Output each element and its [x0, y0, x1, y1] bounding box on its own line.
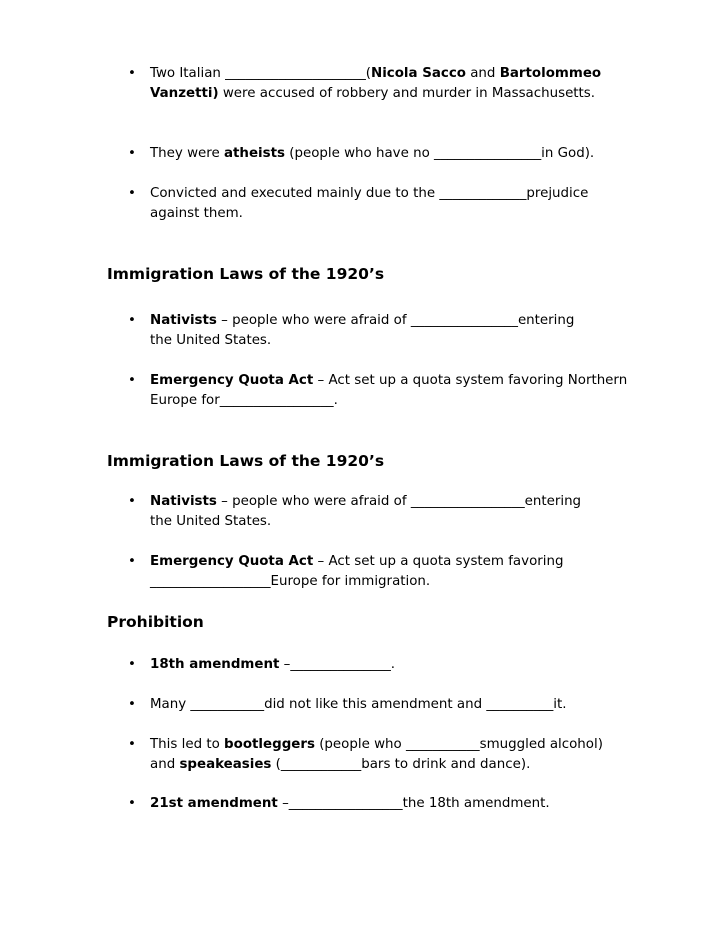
bullet-dot: •	[128, 373, 136, 388]
led-intro: This led to	[150, 737, 225, 752]
bootleggers-term: bootleggers	[224, 737, 315, 752]
led-and: and	[150, 757, 180, 772]
atheists-intro: They were	[150, 146, 224, 161]
bullet-bootleggers	[128, 735, 622, 775]
section2-nativists	[128, 492, 622, 532]
amendment21-rest: –_________________the 18th amendment.	[277, 796, 550, 811]
bullet-convicted	[128, 184, 622, 224]
name-sacco: Nicola Sacco	[370, 66, 466, 81]
bullet-21st-amendment	[128, 794, 622, 814]
led-rest: (____________bars to drink and dance).	[271, 757, 531, 772]
section1-quota	[128, 371, 628, 411]
bullet-dot: •	[128, 657, 136, 672]
nativists-term: Nativists	[150, 494, 217, 509]
bullet-atheists	[128, 144, 622, 164]
sacco-rest: were accused of robbery and murder in Massachusetts.	[218, 86, 596, 101]
bullet-dot: •	[128, 737, 136, 752]
bullet-dot: •	[128, 554, 136, 569]
name-vanzetti: Bartolommeo Vanzetti)	[150, 66, 602, 101]
quota-term: Emergency Quota Act	[150, 554, 314, 569]
nativists-term: Nativists	[150, 313, 217, 328]
amendment18-rest: –_______________.	[279, 657, 396, 672]
atheists-rest: (people who have no ________________in God).	[284, 146, 595, 161]
bullet-18th-amendment	[128, 655, 622, 675]
many-text: Many ___________did not like this amendment and __________it.	[150, 697, 567, 712]
nativists-def: – people who were afraid of ________________entering	[216, 313, 575, 328]
bullet-dot: •	[128, 186, 136, 201]
sacco-intro: Two Italian _____________________(	[150, 66, 371, 81]
bullet-dot: •	[128, 313, 136, 328]
bullet-dot: •	[128, 697, 136, 712]
nativists-line2: the United States.	[150, 333, 272, 348]
atheists-term: atheists	[223, 146, 285, 161]
section2-heading: Immigration Laws of the 1920’s	[107, 452, 385, 470]
quota-def: – Act set up a quota system favoring	[313, 554, 564, 569]
nativists-line2: the United States.	[150, 514, 272, 529]
bullet-dot: •	[128, 146, 136, 161]
section1-nativists	[128, 311, 622, 351]
bullet-many	[128, 695, 622, 715]
led-mid: (people who ___________smuggled alcohol)	[314, 737, 603, 752]
bullet-dot: •	[128, 494, 136, 509]
nativists-def: – people who were afraid of _________________entering	[216, 494, 582, 509]
convicted-line2: against them.	[150, 206, 243, 221]
prohibition-heading: Prohibition	[107, 613, 204, 631]
bullet-sacco-vanzetti	[128, 64, 622, 104]
convicted-line1: Convicted and executed mainly due to the _____________prejudice	[150, 186, 589, 201]
amendment21-term: 21st amendment	[150, 796, 278, 811]
bullet-dot: •	[128, 66, 136, 81]
sacco-and: and	[465, 66, 500, 81]
quota-term: Emergency Quota Act	[150, 373, 314, 388]
section2-quota	[128, 552, 622, 592]
speakeasies-term: speakeasies	[179, 757, 272, 772]
amendment18-term: 18th amendment	[150, 657, 280, 672]
quota-def: – Act set up a quota system favoring Northern	[313, 373, 628, 388]
bullet-dot: •	[128, 796, 136, 811]
quota-line2: __________________Europe for immigration.	[150, 574, 431, 589]
quota-line2: Europe for_________________.	[150, 393, 338, 408]
section1-heading: Immigration Laws of the 1920’s	[107, 265, 385, 283]
